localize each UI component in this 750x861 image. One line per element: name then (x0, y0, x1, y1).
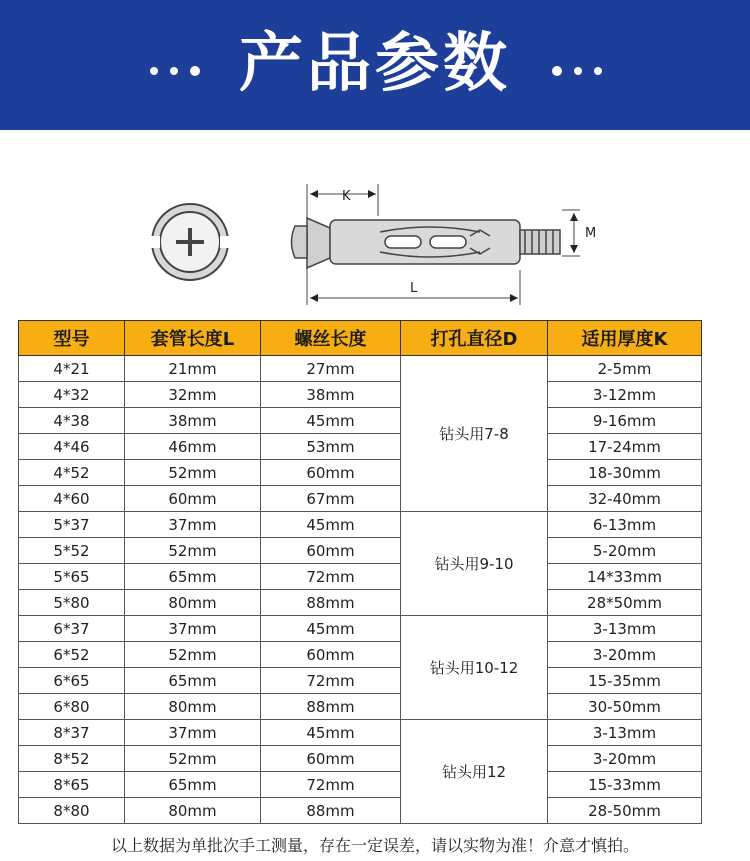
table-row (19, 772, 702, 798)
cell-sleeve-length: 52mm (125, 746, 261, 772)
table-row (19, 694, 702, 720)
cell-sleeve-length: 80mm (125, 590, 261, 616)
cell-model: 8*80 (19, 798, 125, 824)
cell-drill-diameter: 钻头用10-12 (401, 616, 548, 720)
page-title: 产品参数 (239, 27, 511, 101)
cell-sleeve-length: 65mm (125, 772, 261, 798)
cell-thickness: 2-5mm (548, 356, 702, 382)
dimension-l-label: L (410, 281, 418, 296)
bolt-side-view (292, 184, 581, 305)
table-row (19, 538, 702, 564)
table-row (19, 486, 702, 512)
cell-sleeve-length: 38mm (125, 408, 261, 434)
cell-model: 6*80 (19, 694, 125, 720)
cell-thickness: 6-13mm (548, 512, 702, 538)
footer-note: 以上数据为单批次手工测量，存在一定误差，请以实物为准！介意才慎拍。 (110, 836, 639, 855)
cell-screw-length: 45mm (261, 408, 401, 434)
cell-screw-length: 60mm (261, 460, 401, 486)
table-header-row (19, 321, 702, 356)
cell-model: 5*80 (19, 590, 125, 616)
cell-sleeve-length: 21mm (125, 356, 261, 382)
table-row (19, 720, 702, 746)
dimension-m-label: M (585, 226, 597, 241)
bolt-end-view (148, 204, 232, 280)
header-model: 型号 (19, 321, 125, 356)
cell-model: 5*52 (19, 538, 125, 564)
cell-screw-length: 88mm (261, 694, 401, 720)
cell-screw-length: 60mm (261, 538, 401, 564)
cell-screw-length: 60mm (261, 642, 401, 668)
table-row (19, 408, 702, 434)
cell-thickness: 3-20mm (548, 746, 702, 772)
cell-model: 4*60 (19, 486, 125, 512)
cell-sleeve-length: 52mm (125, 538, 261, 564)
cell-screw-length: 45mm (261, 512, 401, 538)
cell-sleeve-length: 46mm (125, 434, 261, 460)
cell-thickness: 15-33mm (548, 772, 702, 798)
table-row (19, 512, 702, 538)
cell-screw-length: 45mm (261, 616, 401, 642)
table-row (19, 668, 702, 694)
cell-thickness: 3-13mm (548, 616, 702, 642)
cell-thickness: 28-50mm (548, 798, 702, 824)
cell-drill-diameter: 钻头用9-10 (401, 512, 548, 616)
dimension-k-label: K (342, 189, 351, 204)
table-row (19, 564, 702, 590)
anchor-bolt-diagram (0, 160, 750, 320)
cell-thickness: 3-13mm (548, 720, 702, 746)
cell-model: 6*37 (19, 616, 125, 642)
header-screw-length: 螺丝长度 (261, 321, 401, 356)
cell-sleeve-length: 52mm (125, 642, 261, 668)
cell-thickness: 30-50mm (548, 694, 702, 720)
cell-sleeve-length: 60mm (125, 486, 261, 512)
cell-thickness: 28*50mm (548, 590, 702, 616)
cell-sleeve-length: 65mm (125, 668, 261, 694)
cell-model: 4*38 (19, 408, 125, 434)
header-banner (0, 0, 750, 130)
cell-thickness: 9-16mm (548, 408, 702, 434)
cell-thickness: 15-35mm (548, 668, 702, 694)
cell-sleeve-length: 37mm (125, 616, 261, 642)
cell-screw-length: 72mm (261, 668, 401, 694)
cell-sleeve-length: 37mm (125, 720, 261, 746)
cell-model: 6*65 (19, 668, 125, 694)
cell-screw-length: 88mm (261, 590, 401, 616)
cell-model: 8*65 (19, 772, 125, 798)
cell-drill-diameter: 钻头用7-8 (401, 356, 548, 512)
cell-screw-length: 53mm (261, 434, 401, 460)
cell-sleeve-length: 37mm (125, 512, 261, 538)
cell-model: 4*46 (19, 434, 125, 460)
cell-screw-length: 67mm (261, 486, 401, 512)
header-drill-diameter: 打孔直径D (401, 321, 548, 356)
cell-thickness: 18-30mm (548, 460, 702, 486)
cell-sleeve-length: 52mm (125, 460, 261, 486)
cell-screw-length: 38mm (261, 382, 401, 408)
cell-screw-length: 88mm (261, 798, 401, 824)
cell-sleeve-length: 80mm (125, 798, 261, 824)
cell-sleeve-length: 80mm (125, 694, 261, 720)
table-row (19, 434, 702, 460)
cell-thickness: 14*33mm (548, 564, 702, 590)
cell-model: 5*37 (19, 512, 125, 538)
cell-model: 6*52 (19, 642, 125, 668)
table-row (19, 460, 702, 486)
right-dots-decoration (552, 66, 612, 76)
cell-model: 5*65 (19, 564, 125, 590)
cell-model: 8*37 (19, 720, 125, 746)
cell-model: 4*32 (19, 382, 125, 408)
cell-screw-length: 27mm (261, 356, 401, 382)
table-row (19, 746, 702, 772)
cell-sleeve-length: 65mm (125, 564, 261, 590)
cell-model: 4*52 (19, 460, 125, 486)
table-body (19, 356, 702, 824)
cell-screw-length: 72mm (261, 772, 401, 798)
cell-model: 4*21 (19, 356, 125, 382)
cell-screw-length: 72mm (261, 564, 401, 590)
cell-thickness: 5-20mm (548, 538, 702, 564)
cell-thickness: 17-24mm (548, 434, 702, 460)
table-row (19, 642, 702, 668)
cell-drill-diameter: 钻头用12 (401, 720, 548, 824)
table-row (19, 590, 702, 616)
header-sleeve-length: 套管长度L (125, 321, 261, 356)
cell-model: 8*52 (19, 746, 125, 772)
header-thickness: 适用厚度K (548, 321, 702, 356)
table-row (19, 798, 702, 824)
cell-thickness: 32-40mm (548, 486, 702, 512)
table-row (19, 356, 702, 382)
cell-thickness: 3-12mm (548, 382, 702, 408)
table-row (19, 616, 702, 642)
spec-table (18, 320, 702, 824)
table-row (19, 382, 702, 408)
cell-sleeve-length: 32mm (125, 382, 261, 408)
cell-screw-length: 45mm (261, 720, 401, 746)
cell-screw-length: 60mm (261, 746, 401, 772)
cell-thickness: 3-20mm (548, 642, 702, 668)
